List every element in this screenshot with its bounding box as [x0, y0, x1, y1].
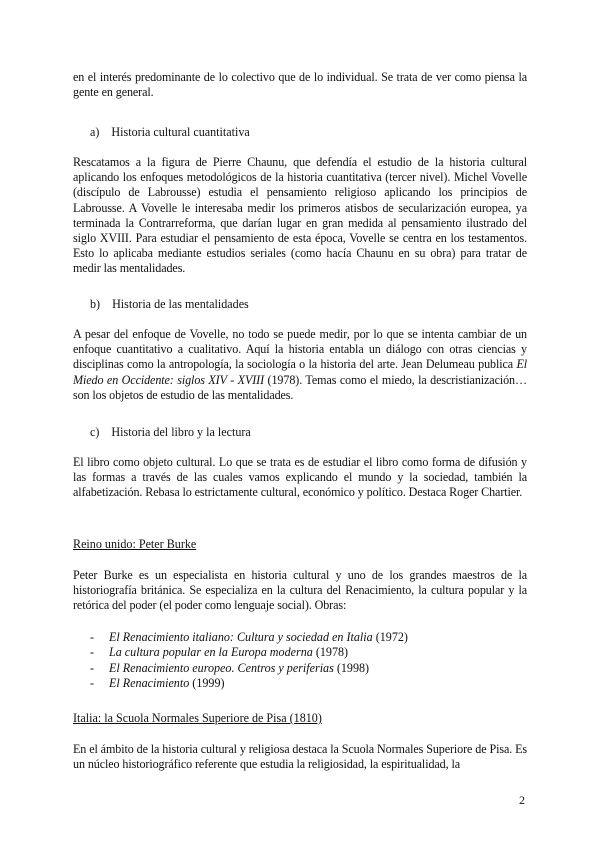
section-b-heading	[90, 297, 249, 312]
paragraph-mentalities	[73, 327, 527, 403]
work-year: (1978)	[312, 645, 349, 660]
page-number: 2	[519, 793, 525, 807]
list-dash: -	[90, 630, 95, 644]
list-item	[90, 661, 408, 676]
list-item	[90, 645, 408, 660]
section-a-title: Historia cultural cuantitativa	[111, 125, 250, 139]
section-c-marker: c)	[90, 425, 100, 439]
paragraph-book-history: El libro como objeto cultural. Lo que se trata es de estudiar el libro como forma de difusión y las formas a través de las cuales vamos explicando el mundo y la sociedad, también la alfabetización. Rebasa lo estrictamente cultural, económico y político. Destaca Roger Chartier.	[73, 455, 527, 500]
work-year: (1999)	[189, 675, 225, 690]
paragraph-peter-burke: Peter Burke es un especialista en historia cultural y uno de los grandes maestros de la historiografía británica. Se especializa en la cultura del Renacimiento, la cultura popular y la retórica del poder (el poder como lenguaje social). Obras:	[73, 568, 527, 613]
work-year: (1972)	[372, 630, 408, 644]
paragraph-mentalities-text-2: (1978). Temas como el miedo, la descristianización… son los objetos de estudio de las mentalidades.	[73, 372, 527, 402]
section-c-heading	[90, 425, 251, 440]
paragraph-quantitative-history: Rescatamos a la figura de Pierre Chaunu, que defendía el estudio de la historia cultural aplicando los enfoques metodológicos de la historia cuantitativa (tercer nivel). Michel Vovelle (discípulo de Labrousse) estudia el pensamiento religioso aplicando los principios de Labrousse. A Vovelle le interesaba medir los primeros atisbos de secularización europea, ya terminada la Contrarreforma, que darían lugar en gran medida al pensamiento ilustrado del siglo XVIII. Para estudiar el pensamiento de esta época, Vovelle se centra en los testamentos. Esto lo aplicaba mediante estudios seriales (como hacía Chaunu en su obra) para tratar de medir las mentalidades.	[73, 155, 527, 276]
section-b-title: Historia de las mentalidades	[112, 297, 249, 311]
paragraph-italy: En el ámbito de la historia cultural y religiosa destaca la Scuola Normales Superiore de Pisa. Es un núcleo historiográfico referente que estudia la religiosidad, la espiritualidad, la	[73, 742, 527, 772]
section-c-title: Historia del libro y la lectura	[111, 425, 251, 439]
paragraph-mentalities-text-1: A pesar del enfoque de Vovelle, no todo se puede medir, por lo que se intenta cambiar de un enfoque cuantitativo a cualitativo. Aquí la historia entabla un diálogo con otras ciencias y disciplinas como la antropología, la sociología o la historia del arte. Jean Delumeau publica	[73, 327, 527, 372]
works-list	[90, 630, 408, 691]
heading-italy-pisa: Italia: la Scuola Normales Superiore de Pisa (1810)	[73, 711, 322, 725]
list-dash: -	[90, 660, 95, 675]
work-year: (1998)	[333, 660, 370, 675]
book-title-delumeau: El Miedo en Occidente: siglos XIV - XVIII	[73, 357, 527, 387]
section-a-marker: a)	[90, 125, 100, 139]
paragraph-intro: en el interés predominante de lo colectivo que de lo individual. Se trata de ver como piensa la gente en general.	[73, 70, 527, 100]
list-item	[90, 676, 408, 691]
list-dash: -	[90, 675, 95, 690]
work-title: El Renacimiento europeo. Centros y periferias	[109, 660, 334, 675]
section-a-heading	[90, 125, 250, 140]
section-b-marker: b)	[90, 297, 101, 311]
list-dash: -	[90, 645, 95, 660]
work-title: La cultura popular en la Europa moderna	[109, 645, 313, 660]
heading-uk-peter-burke: Reino unido: Peter Burke	[73, 537, 197, 551]
work-title: El Renacimiento italiano: Cultura y sociedad en Italia	[109, 630, 373, 644]
work-title: El Renacimiento	[109, 675, 190, 690]
list-item	[90, 630, 408, 645]
